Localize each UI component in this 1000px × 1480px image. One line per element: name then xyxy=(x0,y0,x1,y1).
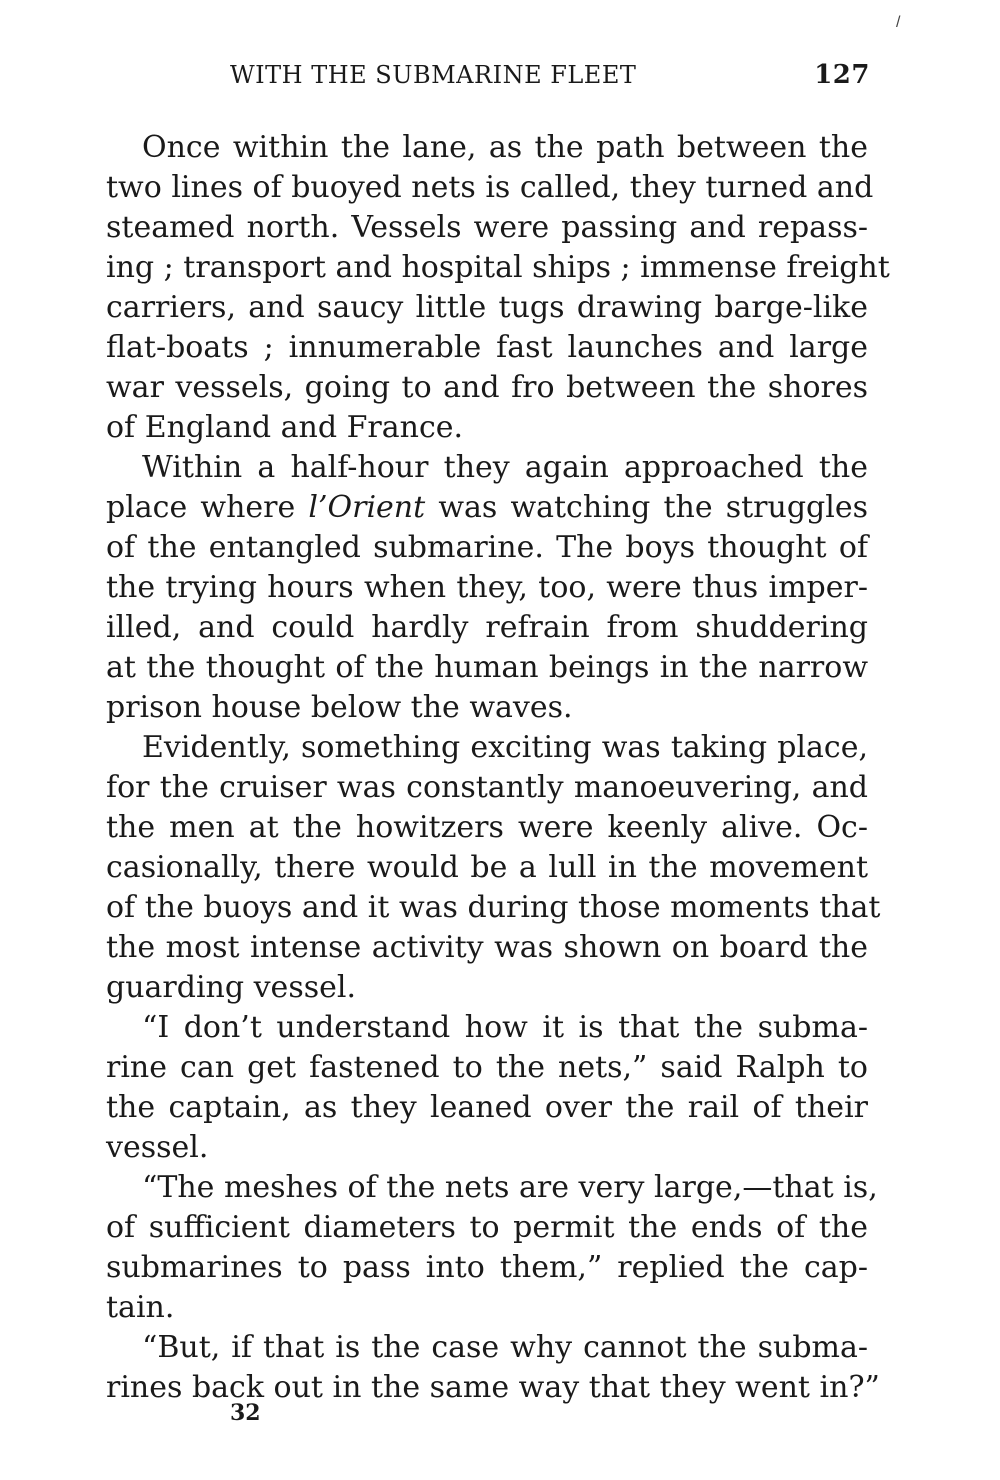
page-number: 127 xyxy=(814,60,870,90)
text-line: for the cruiser was constantly manoeuvering, and xyxy=(106,770,868,805)
paragraph xyxy=(106,448,868,728)
text-line: ing ; transport and hospital ships ; immense freight xyxy=(106,250,890,285)
text-line: prison house below the waves. xyxy=(106,690,573,725)
text-line: tain. xyxy=(106,1290,175,1325)
text-line: “The meshes of the nets are very large,—that is, xyxy=(142,1170,878,1205)
text-line: the most intense activity was shown on board the xyxy=(106,930,868,965)
text-line: at the thought of the human beings in the narrow xyxy=(106,650,868,685)
ship-name: l’Orient xyxy=(308,490,426,525)
text-line: illed, and could hardly refrain from shuddering xyxy=(106,610,868,645)
paragraph xyxy=(106,1168,878,1328)
text-line: rine can get fastened to the nets,” said Ralph to xyxy=(106,1050,868,1085)
text-line: of sufficient diameters to permit the ends of the xyxy=(106,1210,868,1245)
text-line: of England and France. xyxy=(106,410,464,445)
text-line: carriers, and saucy little tugs drawing barge-like xyxy=(106,290,868,325)
text-line: flat-boats ; innumerable fast launches and large xyxy=(106,330,868,365)
text-line: steamed north. Vessels were passing and repass- xyxy=(106,210,868,245)
text-line: the men at the howitzers were keenly alive. Oc- xyxy=(106,810,868,845)
text-line: the trying hours when they, too, were thus imper- xyxy=(106,570,868,605)
body-text xyxy=(106,128,890,1408)
paragraph xyxy=(106,128,890,448)
text-line: rines back out in the same way that they went in?” xyxy=(106,1370,880,1405)
text-line: vessel. xyxy=(106,1130,209,1165)
text-line: two lines of buoyed nets is called, they turned and xyxy=(106,170,874,205)
text-line: the captain, as they leaned over the rail of their xyxy=(106,1090,868,1125)
text-line: Within a half-hour they again approached the xyxy=(142,450,868,485)
text-line: Once within the lane, as the path between the xyxy=(142,130,868,165)
text-line: guarding vessel. xyxy=(106,970,356,1005)
text-line: war vessels, going to and fro between the shores xyxy=(106,370,868,405)
text-line: Evidently, something exciting was taking place, xyxy=(142,730,868,765)
text-line: “I don’t understand how it is that the subma- xyxy=(142,1010,868,1045)
text-line: submarines to pass into them,” replied the cap- xyxy=(106,1250,868,1285)
signature-mark: 32 xyxy=(230,1400,261,1426)
running-head xyxy=(230,60,870,100)
text-line: of the entangled submarine. The boys thought of xyxy=(106,530,868,565)
text-line: “But, if that is the case why cannot the subma- xyxy=(142,1330,868,1365)
text-line: of the buoys and it was during those moments that xyxy=(106,890,881,925)
paragraph xyxy=(106,728,881,1008)
text-line: place where l’Orient was watching the struggles xyxy=(106,490,868,525)
paragraph xyxy=(106,1008,868,1168)
paragraph xyxy=(106,1328,880,1408)
text-line: casionally, there would be a lull in the movement xyxy=(106,850,868,885)
corner-mark: / xyxy=(896,14,901,31)
running-head-title: WITH THE SUBMARINE FLEET xyxy=(230,61,637,89)
